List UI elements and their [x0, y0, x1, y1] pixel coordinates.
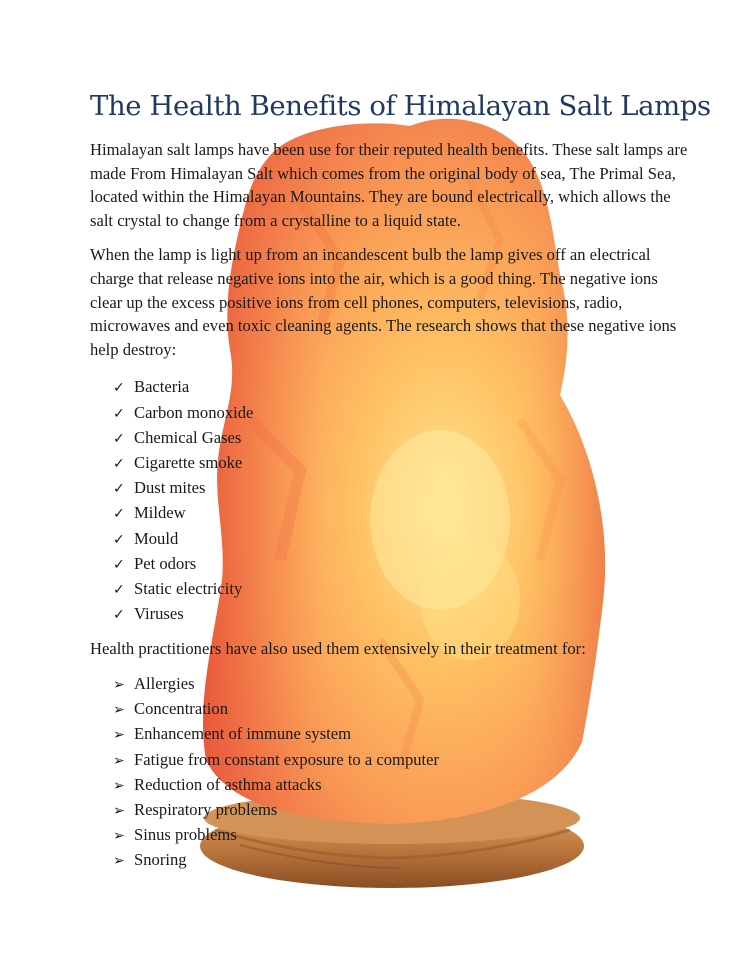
- checkmark-icon: ✓: [113, 481, 125, 498]
- intro-paragraph: Himalayan salt lamps have been use for their reputed health benefits. These salt lamps are made From Himalayan Salt which comes from the original body of sea, The Primal Sea, located within the Himalayan Mountains. They are bound electrically, which allows the salt crystal to change from a crystalline to a liquid state.: [90, 140, 688, 230]
- list-item: ➢ Snoring: [113, 848, 690, 873]
- list-item: ➢ Reduction of asthma attacks: [113, 773, 690, 798]
- checkmark-icon: ✓: [113, 430, 125, 447]
- list-item: ✓ Viruses: [113, 602, 690, 627]
- list-item: ➢ Respiratory problems: [113, 798, 690, 823]
- practitioners-paragraph: Health practitioners have also used them extensively in their treatment for:: [90, 639, 586, 659]
- arrow-bullet-icon: ➢: [113, 752, 125, 769]
- list-item: ➢ Sinus problems: [113, 823, 690, 848]
- list-item: ✓ Pet odors: [113, 552, 690, 577]
- list-item: ➢ Concentration: [113, 697, 690, 722]
- arrow-bullet-icon: ➢: [113, 853, 125, 870]
- page-title: The Health Benefits of Himalayan Salt Lamps: [90, 90, 711, 122]
- list-item: ✓ Dust mites: [113, 476, 690, 501]
- arrow-bullet-icon: ➢: [113, 828, 125, 845]
- checkmark-icon: ✓: [113, 405, 125, 422]
- checkmark-icon: ✓: [113, 380, 125, 397]
- list-item: ✓ Cigarette smoke: [113, 451, 690, 476]
- arrow-bullet-icon: ➢: [113, 676, 125, 693]
- list-item: ➢ Allergies: [113, 672, 690, 697]
- list-item: ✓ Bacteria: [113, 375, 690, 400]
- checkmark-icon: ✓: [113, 455, 125, 472]
- list-item: ➢ Enhancement of immune system: [113, 722, 690, 747]
- list-item: ✓ Mildew: [113, 501, 690, 526]
- list-item: ✓ Carbon monoxide: [113, 401, 690, 426]
- arrow-bullet-icon: ➢: [113, 802, 125, 819]
- arrow-bullet-icon: ➢: [113, 777, 125, 794]
- checkmark-icon: ✓: [113, 581, 125, 598]
- checkmark-icon: ✓: [113, 607, 125, 624]
- checkmark-icon: ✓: [113, 556, 125, 573]
- list-item: ✓ Mould: [113, 527, 690, 552]
- ions-paragraph: When the lamp is light up from an incandescent bulb the lamp gives off an electrical charge that release negative ions into the air, which is a good thing. The negative ions clear up the excess positive ions from cell phones, computers, televisions, radio, microwaves and even toxic cleaning agents. The research shows that these negative ions help destroy:: [90, 245, 677, 359]
- checkmark-icon: ✓: [113, 506, 125, 523]
- list-item: ➢ Fatigue from constant exposure to a computer: [113, 748, 690, 773]
- document-body: [90, 88, 711, 884]
- arrow-bullet-icon: ➢: [113, 727, 125, 744]
- list-item: ✓ Chemical Gases: [113, 426, 690, 451]
- list-item: ✓ Static electricity: [113, 577, 690, 602]
- destroy-list: [90, 375, 690, 627]
- arrow-bullet-icon: ➢: [113, 702, 125, 719]
- treatment-list: [90, 672, 690, 874]
- checkmark-icon: ✓: [113, 531, 125, 548]
